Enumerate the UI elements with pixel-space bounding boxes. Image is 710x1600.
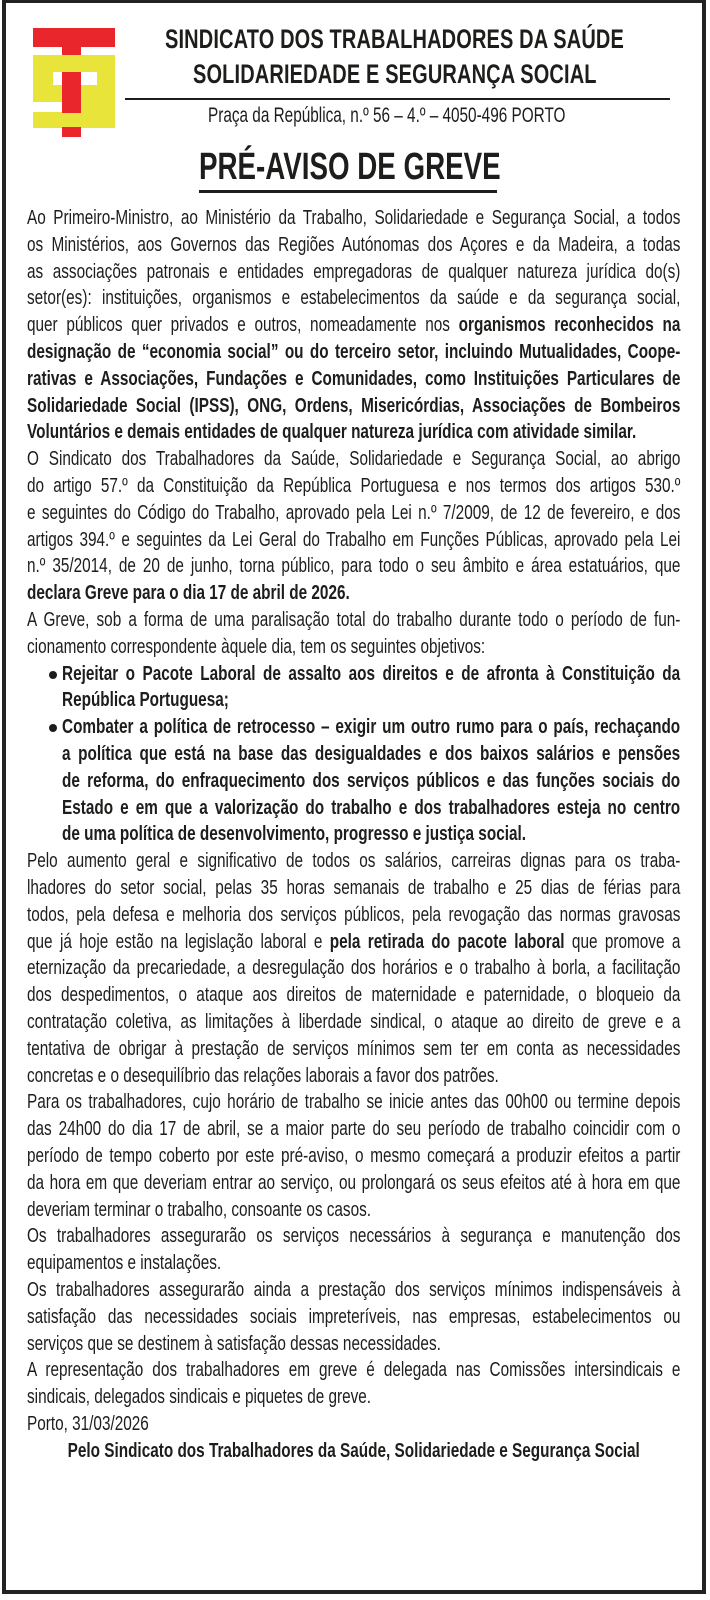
text-line [27, 1116, 680, 1143]
header-divider [125, 98, 670, 100]
text-line-content [27, 419, 680, 446]
text-line-content [27, 580, 680, 607]
text-run: equipamentos e instalações. [27, 1252, 222, 1275]
bold-text: de uma política de desenvolvimento, progresso e justiça social. [62, 823, 527, 846]
bold-text: declara Greve para o dia 17 de abril de 2026. [27, 582, 350, 605]
text-line-content [27, 500, 680, 527]
text-line-content [27, 366, 680, 393]
text-line-content [27, 1331, 680, 1358]
text-line [27, 393, 680, 420]
text-line-content [27, 1357, 680, 1384]
text-line-content [27, 285, 680, 312]
text-run: Porto, 31/03/2026 [27, 1413, 149, 1435]
text-line-content [27, 259, 680, 286]
bold-text: Solidariedade Social (IPSS), ONG, Ordens, Misericórdias, Associações de Bombeiros [27, 394, 681, 417]
text-line-content [27, 1277, 680, 1304]
text-line [62, 714, 680, 741]
text-line-content [27, 1223, 680, 1250]
text-line [27, 1223, 680, 1250]
text-line-content [27, 1438, 680, 1465]
text-line [27, 929, 680, 956]
text-run: deveriam terminar o trabalho, consoante os casos. [27, 1198, 372, 1221]
text-line-content [62, 821, 680, 848]
signature-line [27, 1438, 680, 1465]
text-line-content [27, 393, 680, 420]
text-line-content [27, 1170, 680, 1197]
text-line [27, 500, 680, 527]
text-run: que já hoje estão na legislação laboral e [27, 930, 330, 953]
text-line [27, 1009, 680, 1036]
text-line [27, 446, 680, 473]
text-line-content [27, 1384, 680, 1411]
text-line [27, 1304, 680, 1331]
text-run: setor(es): instituições, organismos e estabelecimentos da saúde e da segurança social, [27, 287, 681, 310]
text-run: dos despedimentos, o ataque aos direitos de maternidade e paternidade, o bloqueio da [27, 984, 681, 1007]
text-line [27, 848, 680, 875]
text-line-content [27, 312, 680, 339]
text-run: Pelo aumento geral e significativo de todos os salários, carreiras dignas para os traba- [27, 850, 681, 873]
text-line [62, 741, 680, 768]
text-line-content [27, 1009, 680, 1036]
text-run: período de tempo coberto por este pré-aviso, o mesmo começará a produzir efeitos a partir [27, 1145, 681, 1167]
bold-text: Estado e em que a valorização do trabalho e dos trabalhadores esteja no centro [62, 796, 681, 819]
text-run: satisfação das necessidades sociais impreteríveis, nas empresas, estabelecimentos ou [27, 1305, 681, 1328]
text-line [27, 1143, 680, 1170]
text-run: artigos 394.º e seguintes da Lei Geral do Trabalho em Funções Públicas, aprovado pela Lei [27, 528, 681, 551]
text-line-content [27, 1143, 680, 1170]
text-line-content [27, 232, 680, 259]
bold-text: República Portuguesa; [62, 689, 229, 712]
bold-text: de reforma, do enfraquecimento dos serviços públicos e das funções sociais do [62, 769, 681, 792]
text-line [27, 1170, 680, 1197]
text-run: Os trabalhadores assegurarão os serviços necessários à segurança e manutenção dos [27, 1225, 681, 1248]
bold-text: Voluntários e demais entidades de qualquer natureza jurídica com atividade similar. [27, 421, 637, 444]
text-line-content [27, 1063, 680, 1090]
text-line [27, 205, 680, 232]
text-line-content [62, 714, 680, 741]
bullet-icon [49, 671, 57, 679]
text-line-content [27, 1411, 680, 1438]
text-line [27, 259, 680, 286]
text-run: os Ministérios, aos Governos das Regiões Autónomas dos Açores e da Madeira, a todas [27, 233, 681, 256]
text-run: das 24h00 do dia 17 de abril, se a maior parte do seu período de trabalho coincidir com o [27, 1118, 681, 1141]
bold-text: a política que está na base das desigualdades e dos baixos salários e pensões [62, 743, 681, 765]
title-underline [199, 190, 497, 193]
text-line [27, 1250, 680, 1277]
text-line [27, 1063, 680, 1090]
union-name-line1: SINDICATO DOS TRABALHADORES DA SAÚDE [165, 24, 624, 54]
document-title: PRÉ-AVISO DE GREVE [199, 146, 501, 188]
text-line [27, 1277, 680, 1304]
union-address: Praça da República, n.º 56 – 4.º – 4050-496 PORTO [208, 104, 566, 127]
text-line-content [27, 1304, 680, 1331]
text-line-content [27, 339, 680, 366]
text-line [62, 687, 680, 714]
text-run: contratação coletiva, as limitações à liberdade sindical, o ataque ao direito de greve e a [27, 1011, 681, 1033]
text-line-content [62, 741, 680, 768]
text-line-content [27, 553, 680, 580]
text-line-content [27, 1197, 680, 1224]
text-line [27, 875, 680, 902]
text-line [27, 1384, 680, 1411]
text-run: n.º 35/2014, de 20 de junho, torna público, para todo o seu âmbito e área estatuários, que [27, 555, 681, 578]
text-line [62, 821, 680, 848]
text-line-content [27, 446, 680, 473]
text-line [27, 607, 680, 634]
bold-text: Pelo Sindicato dos Trabalhadores da Saúde, Solidariedade e Segurança Social [67, 1439, 640, 1462]
text-line-content [27, 929, 680, 956]
text-run: Ao Primeiro-Ministro, ao Ministério da Trabalho, Solidariedade e Segurança Social, a todos [27, 207, 681, 229]
text-line [27, 419, 680, 446]
text-run: serviços que se destinem à satisfação dessas necessidades. [27, 1332, 441, 1355]
text-run: sindicais, delegados sindicais e piquetes de greve. [27, 1386, 372, 1409]
text-run: concretas e o desequilíbrio das relações laborais a favor dos patrões. [27, 1064, 499, 1087]
text-line [62, 768, 680, 795]
text-line [27, 982, 680, 1009]
bold-text: pela retirada do pacote laboral [329, 930, 565, 953]
text-run: do artigo 57.º da Constituição da República Portuguesa e nos termos dos artigos 530.º [27, 475, 681, 497]
text-line [27, 366, 680, 393]
text-line [27, 527, 680, 554]
text-run: Para os trabalhadores, cujo horário de trabalho se inicie antes das 00h00 ou termine depois [27, 1091, 681, 1114]
text-run: que promove a [564, 930, 681, 953]
text-run: da hora em que deveriam entrar ao serviço, ou prolongará os seus efeitos até à hora em que [27, 1171, 681, 1194]
text-line-content [27, 1116, 680, 1143]
text-line [62, 661, 680, 688]
text-line [27, 1331, 680, 1358]
text-line [27, 1357, 680, 1384]
text-line-content [62, 687, 680, 714]
text-line-content [27, 607, 680, 634]
text-line [27, 955, 680, 982]
bold-text: Rejeitar o Pacote Laboral de assalto aos direitos e de afronta à Constituição da [62, 662, 681, 685]
text-run: Os trabalhadores assegurarão ainda a prestação dos serviços mínimos indispensáveis à [27, 1279, 681, 1301]
text-line-content [62, 795, 680, 822]
text-line-content [27, 1036, 680, 1063]
text-line-content [27, 848, 680, 875]
bold-text: organismos reconhecidos na [458, 314, 681, 337]
text-run: eternização da precariedade, a desregulação dos horários e o trabalho à borla, a facilitação [27, 957, 681, 980]
text-run: tentativa de obrigar à prestação de serviços mínimos sem ter em conta as necessidades [27, 1037, 681, 1060]
union-name-line2: SOLIDARIEDADE E SEGURANÇA SOCIAL [193, 59, 597, 89]
text-line [27, 553, 680, 580]
text-run: quer públicos quer privados e outros, nomeadamente nos [27, 314, 459, 337]
text-line [27, 1089, 680, 1116]
text-line [27, 285, 680, 312]
text-run: A Greve, sob a forma de uma paralisação total do trabalho durante todo o período de fun- [27, 609, 681, 631]
text-line-content [27, 982, 680, 1009]
text-run: as associações patronais e entidades empregadoras de qualquer natureza jurídica do(s) [27, 260, 681, 283]
text-line [27, 580, 680, 607]
text-line [27, 232, 680, 259]
text-line [27, 1197, 680, 1224]
text-line-content [62, 768, 680, 795]
bold-text: Combater a política de retrocesso – exigir um outro rumo para o país, rechaçando [62, 716, 681, 739]
text-line [27, 1036, 680, 1063]
text-line [27, 1411, 680, 1438]
text-line [62, 795, 680, 822]
text-run: O Sindicato dos Trabalhadores da Saúde, Solidariedade e Segurança Social, ao abrigo [27, 448, 681, 471]
text-run: A representação dos trabalhadores em greve é delegada nas Comissões intersindicais e [27, 1359, 681, 1382]
text-line [27, 312, 680, 339]
bold-text: designação de “economia social” ou do terceiro setor, incluindo Mutualidades, Coope- [27, 341, 681, 363]
text-line [27, 634, 680, 661]
text-line [27, 473, 680, 500]
text-line-content [27, 875, 680, 902]
text-line-content [27, 902, 680, 929]
text-run: e seguintes do Código do Trabalho, aprovado pela Lei n.º 7/2009, de 12 de fevereiro, e dos [27, 501, 681, 524]
text-line-content [62, 661, 680, 688]
text-line [27, 339, 680, 366]
text-line-content [27, 1089, 680, 1116]
text-line-content [27, 955, 680, 982]
text-line-content [27, 527, 680, 554]
text-run: cionamento correspondente àquele dia, tem os seguintes objetivos: [27, 635, 486, 658]
text-line-content [27, 1250, 680, 1277]
text-line-content [27, 205, 680, 232]
bold-text: rativas e Associações, Fundações e Comunidades, como Instituições Particulares de [27, 367, 681, 390]
text-line-content [27, 634, 680, 661]
text-line-content [27, 473, 680, 500]
text-line [27, 902, 680, 929]
text-run: lhadores do setor social, pelas 35 horas semanais de trabalho e 25 dias de férias para [27, 877, 681, 899]
text-run: todos, pela defesa e melhoria dos serviços públicos, pela revogação das normas gravosas [27, 903, 681, 926]
